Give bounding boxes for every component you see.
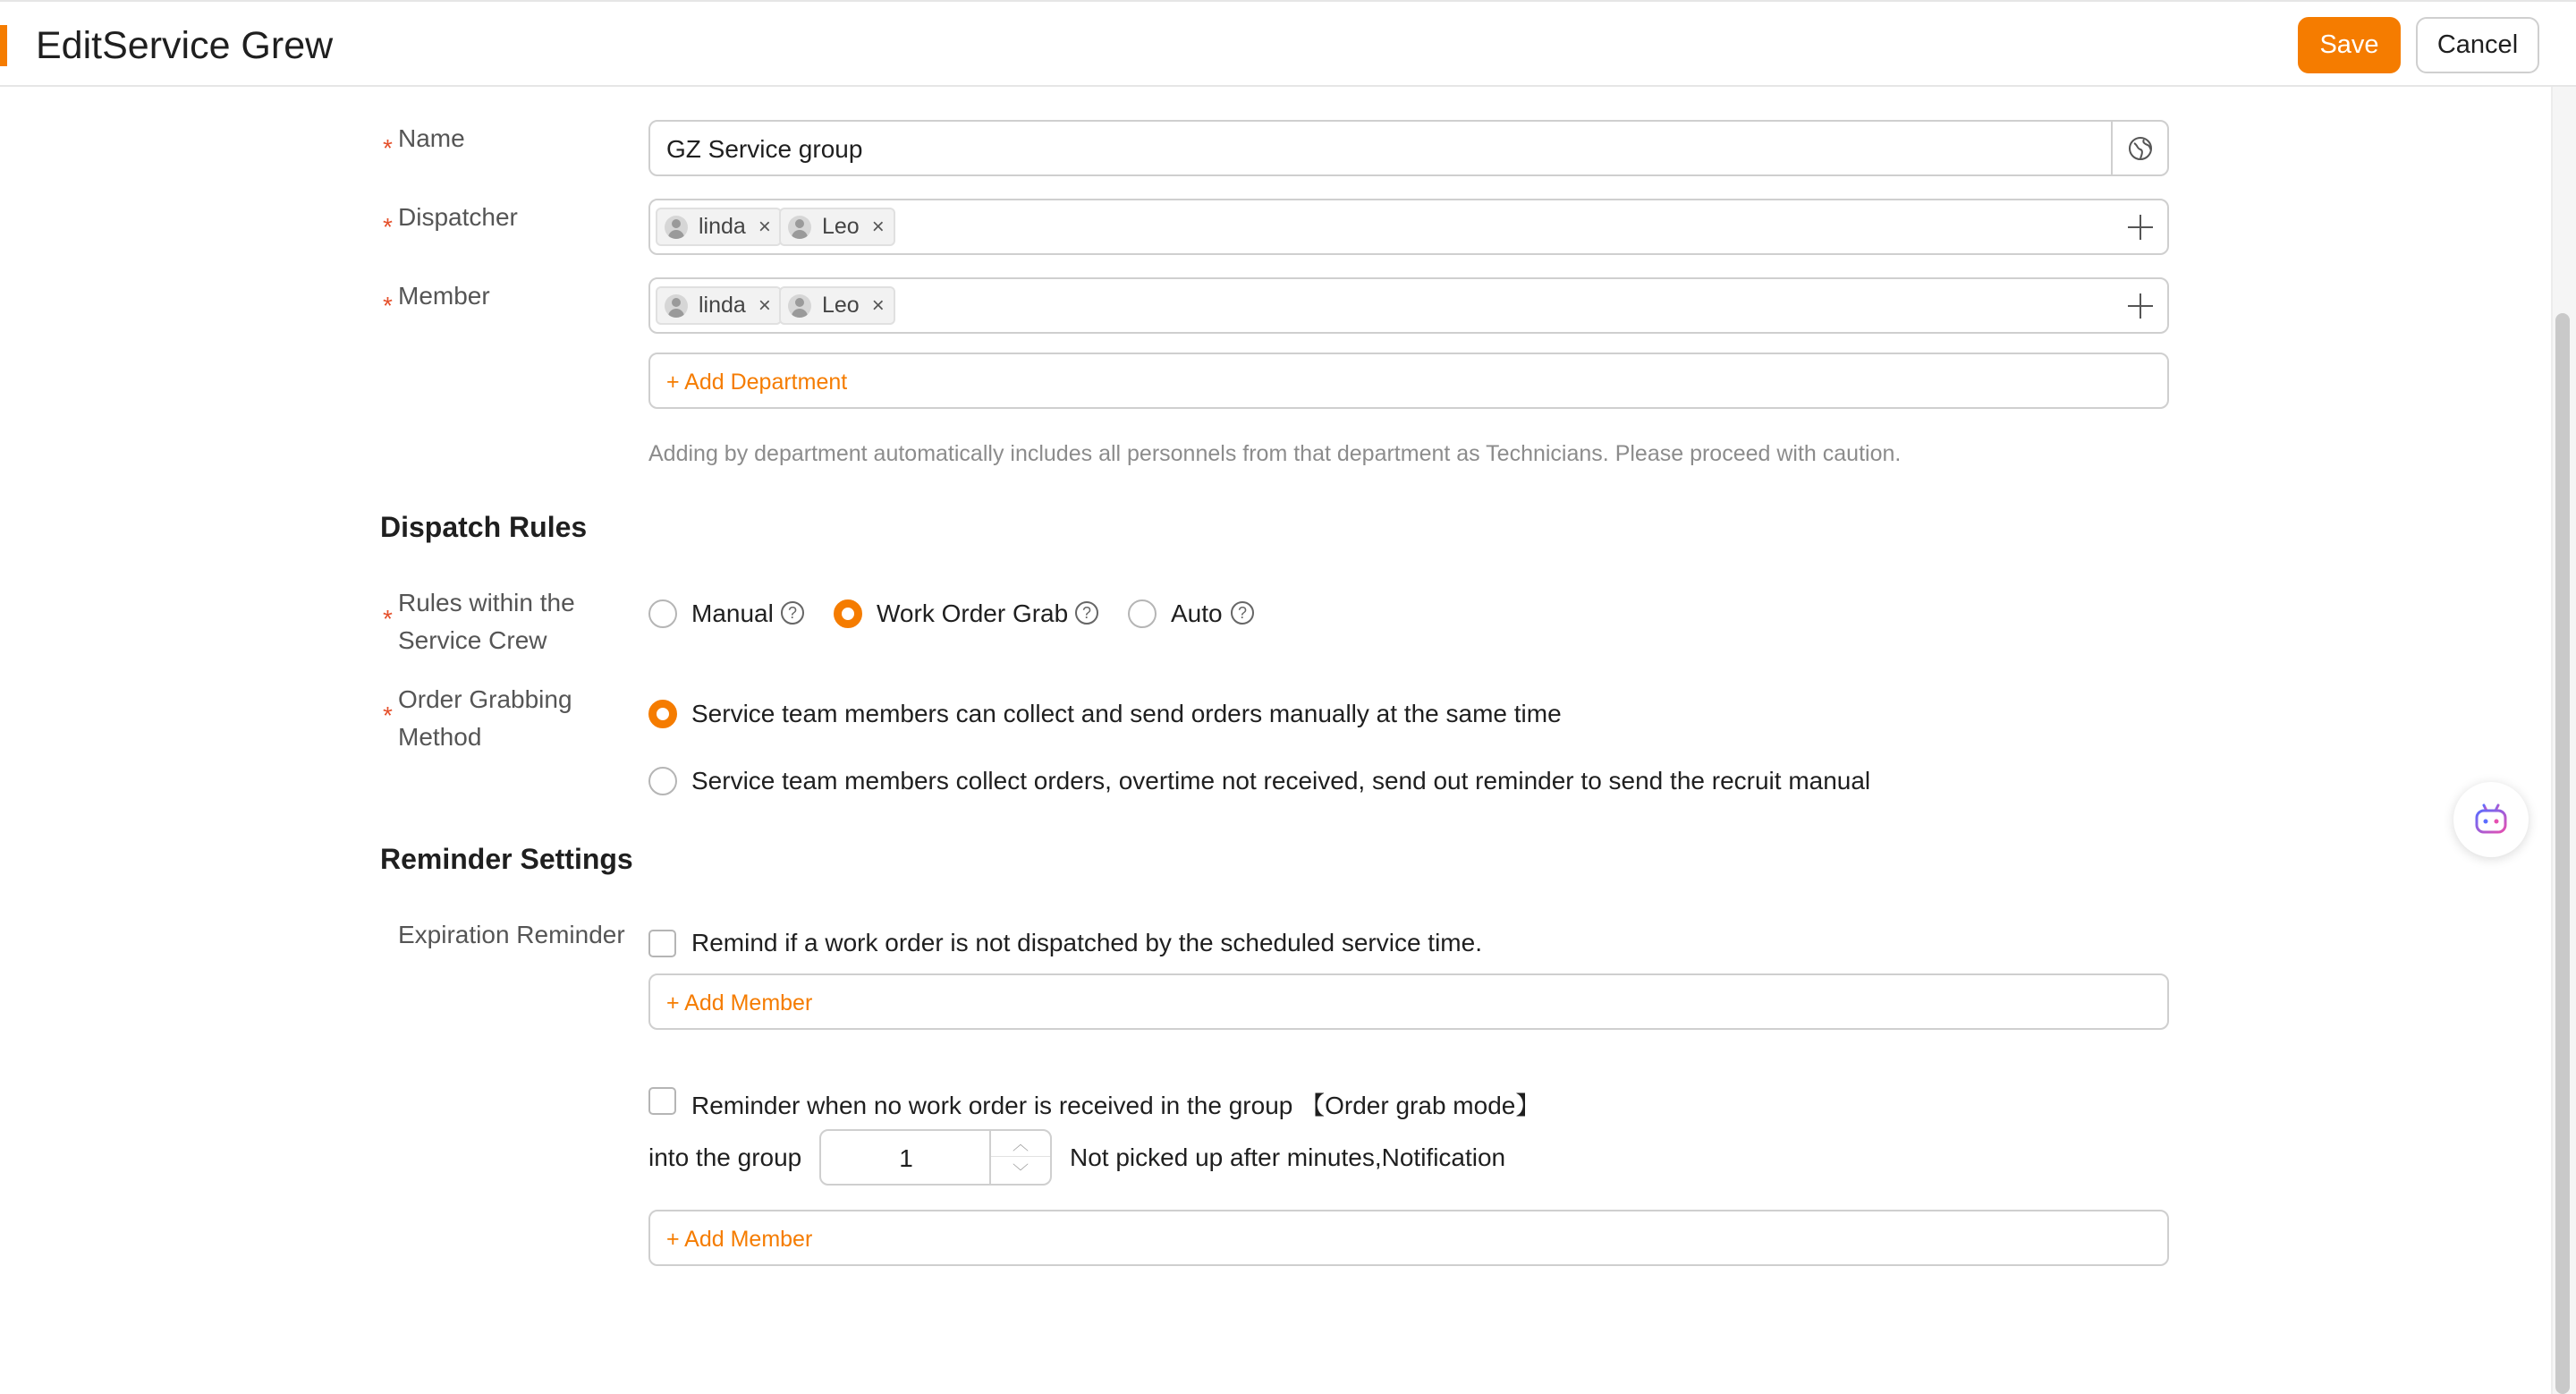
minutes-value[interactable]: 1 [899, 1144, 913, 1172]
remove-tag-icon[interactable]: × [758, 214, 771, 239]
assistant-button[interactable] [2453, 782, 2529, 857]
add-member-icon[interactable] [2126, 292, 2155, 320]
dispatcher-tag [779, 208, 895, 246]
stepper-controls [989, 1131, 1050, 1184]
name-input[interactable] [648, 120, 2169, 176]
help-icon[interactable]: ? [781, 601, 804, 625]
page-title: EditService Grew [36, 24, 334, 67]
member-label: Member [398, 282, 490, 310]
name-label: Name [398, 124, 465, 152]
help-icon[interactable]: ? [1075, 601, 1098, 625]
not-picked-up-text: Not picked up after minutes,Notification [1070, 1143, 1506, 1171]
checkbox-no-order-received[interactable] [648, 1087, 676, 1115]
required-marker: * [383, 701, 393, 729]
add-member-box-1[interactable] [648, 973, 2169, 1030]
dispatcher-tag-label: Leo [822, 214, 860, 239]
dispatcher-select[interactable] [648, 199, 2169, 255]
rules-label-line2: Service Crew [398, 626, 547, 654]
user-avatar-icon [788, 294, 811, 318]
member-tag-label: Leo [822, 293, 860, 318]
radio-grab-overtime-reminder-label: Service team members collect orders, overtime not received, send out reminder to send the recruit manual [691, 767, 1871, 795]
radio-auto-label: Auto [1171, 599, 1223, 627]
reminder-settings-heading: Reminder Settings [380, 843, 633, 875]
add-department-box[interactable] [648, 353, 2169, 409]
name-input-value: GZ Service group [666, 135, 863, 163]
user-avatar-icon [788, 216, 811, 239]
page-header [0, 0, 2576, 87]
scrollbar-thumb[interactable] [2555, 313, 2570, 1394]
grab-method-label-line1: Order Grabbing [398, 685, 572, 713]
radio-manual[interactable] [648, 599, 677, 628]
remove-tag-icon[interactable]: × [871, 293, 885, 318]
dispatcher-tag [656, 208, 782, 246]
add-dispatcher-icon[interactable] [2126, 213, 2155, 242]
chevron-up-icon[interactable]: ︿ [991, 1131, 1050, 1157]
save-button[interactable]: Save [2298, 17, 2401, 73]
language-globe-button[interactable] [2111, 122, 2167, 174]
cancel-button[interactable]: Cancel [2416, 17, 2539, 73]
member-tag-label: linda [699, 293, 746, 318]
add-member-box-2[interactable] [648, 1210, 2169, 1266]
radio-grab-manual-same-time[interactable] [648, 700, 677, 728]
radio-grab-overtime-reminder[interactable] [648, 767, 677, 795]
help-icon[interactable]: ? [1231, 601, 1254, 625]
member-tag [779, 286, 895, 325]
globe-icon [2127, 135, 2154, 162]
add-member-link-2[interactable]: + Add Member [666, 1227, 813, 1252]
remove-tag-icon[interactable]: × [871, 214, 885, 239]
add-member-link-1[interactable]: + Add Member [666, 990, 813, 1016]
remove-tag-icon[interactable]: × [758, 293, 771, 318]
radio-work-order-grab[interactable] [834, 599, 862, 628]
radio-work-order-grab-label: Work Order Grab [877, 599, 1069, 627]
dispatch-rules-heading: Dispatch Rules [380, 511, 588, 543]
expiration-reminder-label: Expiration Reminder [398, 921, 625, 948]
chevron-down-icon[interactable]: ﹀ [1013, 1162, 1029, 1181]
minutes-stepper[interactable] [819, 1129, 1052, 1186]
radio-auto[interactable] [1128, 599, 1157, 628]
checkbox-no-order-received-label: Reminder when no work order is received in the group 【Order grab mode】 [691, 1092, 1541, 1119]
user-avatar-icon [665, 216, 688, 239]
member-select[interactable] [648, 277, 2169, 334]
required-marker: * [383, 213, 393, 241]
dispatcher-label: Dispatcher [398, 203, 518, 231]
required-marker: * [383, 292, 393, 319]
member-tag [656, 286, 782, 325]
add-department-link[interactable]: + Add Department [666, 370, 848, 395]
checkbox-not-dispatched-label: Remind if a work order is not dispatched by the scheduled service time. [691, 929, 1482, 956]
radio-manual-label: Manual [691, 599, 774, 627]
title-accent-bar [0, 25, 7, 66]
into-group-label: into the group [648, 1143, 802, 1171]
grab-method-label-line2: Method [398, 723, 482, 751]
grab-method-label [398, 681, 572, 756]
robot-icon [2473, 803, 2509, 836]
rules-label-line1: Rules within the [398, 589, 575, 616]
required-marker: * [383, 605, 393, 633]
rules-label [398, 584, 575, 659]
department-hint: Adding by department automatically includes all personnels from that department as Technicians. Please proceed with caution. [648, 441, 1902, 466]
dispatcher-tag-label: linda [699, 214, 746, 239]
required-marker: * [383, 134, 393, 162]
radio-grab-manual-same-time-label: Service team members can collect and send orders manually at the same time [691, 700, 1562, 727]
checkbox-not-dispatched[interactable] [648, 930, 676, 957]
user-avatar-icon [665, 294, 688, 318]
